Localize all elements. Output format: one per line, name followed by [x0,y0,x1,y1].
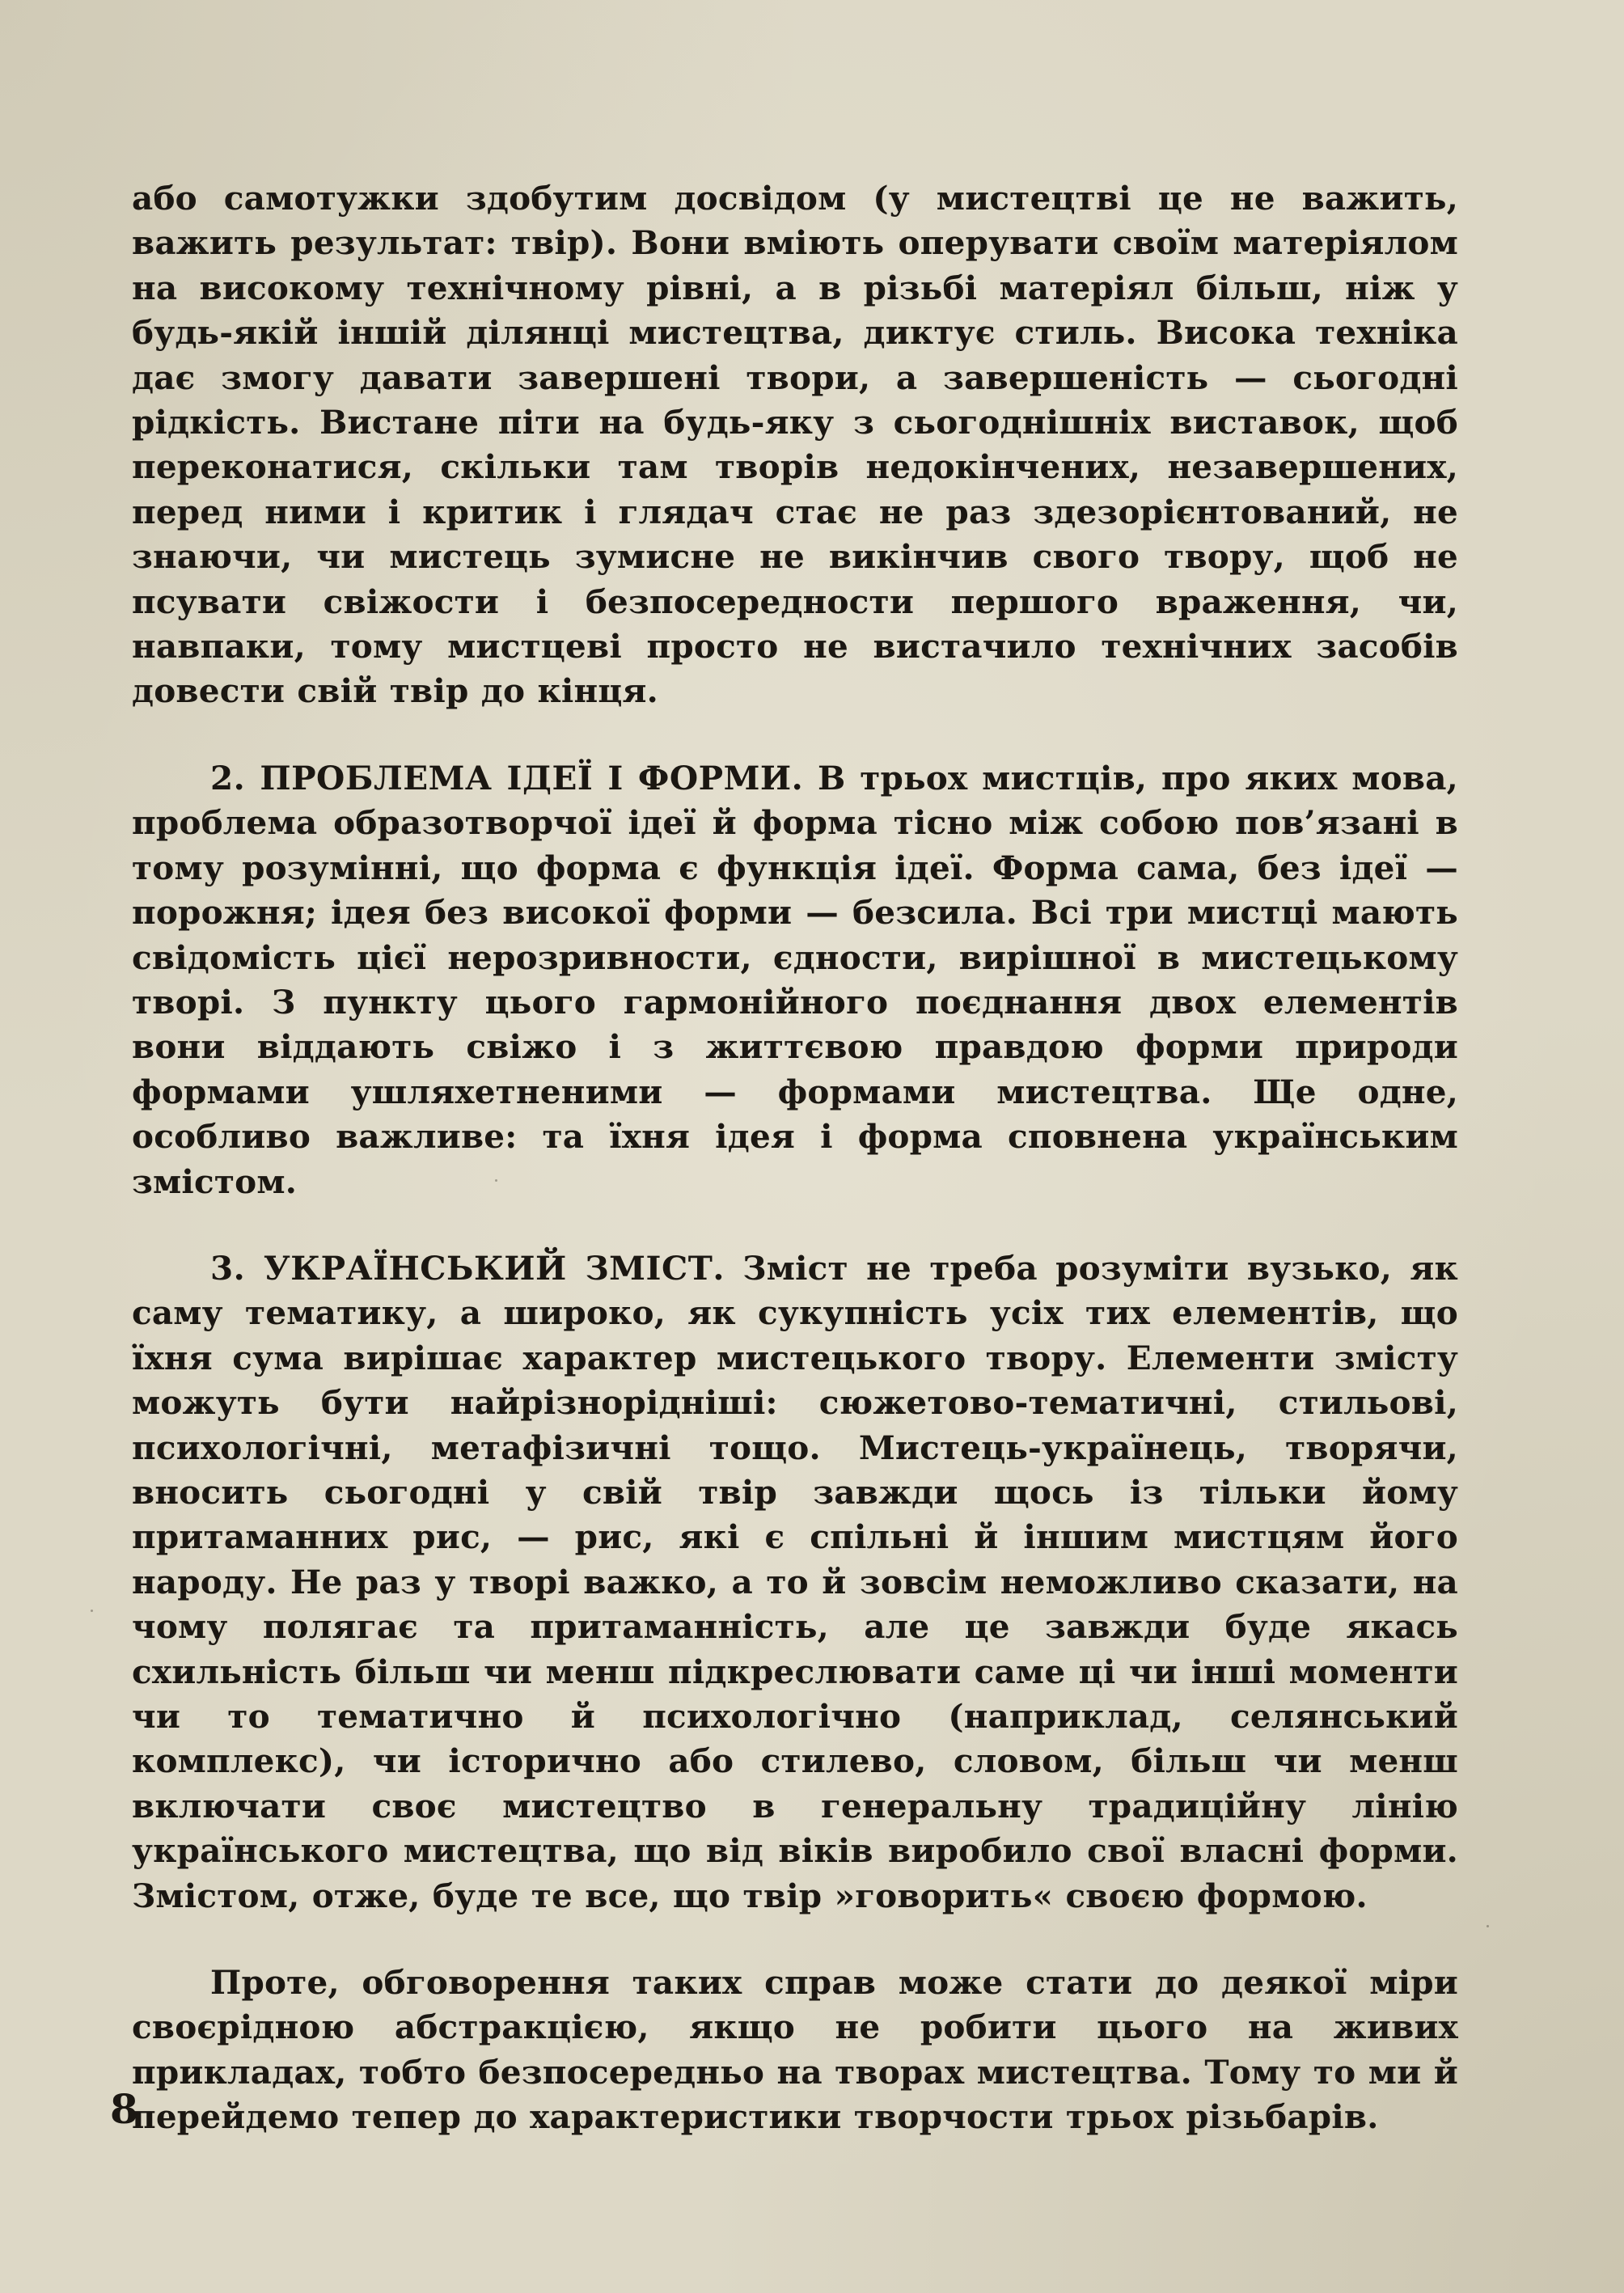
paragraph-spacer [132,714,1458,756]
paragraph-text: Зміст не треба розуміти вузько, як саму тематику, а широко, як сукупність усіх тих елементів, що їхня сума вирішає характер мистецького твору. Елементи змісту можуть бути найрізнорідніші: сюжетово-тематичні, стильові, психологічні, метафізичні тощо. Мистець-українець, творячи, вносить сьогодні у свій твір завжди щось із тільки йому притаманних рис, — рис, які є спільні й іншим мистцям його народу. Не раз у творі важко, а то й зовсім неможливо сказати, на чому полягає та притаманність, але це завжди буде якась схильність більш чи менш підкреслювати саме ці чи інші моменти чи то тематично й психологічно (наприклад, селянський комплекс), чи історично або стилево, словом, більш чи менш включати своє мистецтво в генеральну традиційну лінію українського мистецтва, що від віків виробило свої власні форми. Змістом, отже, буде те все, що твір »говорить« своєю формою. [132,1248,1458,1915]
paper-speck [809,1998,811,2000]
paragraph-text: В трьох мистців, про яких мова, проблема образотворчої ідеї й форма тісно між собою пов’язані в тому розумінні, що форма є функція ідеї. Форма сама, без ідеї — порожня; ідея без високої форми — безсила. Всі три мистці мають свідомість цієї нерозривности, єдности, вирішної в мистецькому творі. З пункту цього гармонійного поєднання двох елементів вони віддають свіжо і з життєвою правдою форми природи формами ушляхетненими — формами мистецтва. Ще одне, особливо важливе: та їхня ідея і форма сповнена українським змістом. [132,758,1458,1201]
paper-speck [1487,1925,1489,1927]
paper-speck [91,1610,93,1612]
paragraph-idea-and-form [132,756,1458,1204]
paragraph-conclusion [132,1961,1458,2140]
section-heading: 2. ПРОБЛЕМА ІДЕЇ І ФОРМИ. [210,758,804,797]
paragraph-text: Проте, обговорення таких справ може стати до деякої міри своєрідною абстракцією, якщо не робити цього на живих прикладах, тобто безпосередньо на творах мистецтва. Тому то ми й перейдемо тепер до характеристики творчости трьох різьбарів. [132,1963,1458,2137]
paragraph-continuation [132,176,1458,714]
paragraph-text: або самотужки здобутим досвідом (у мистецтві це не важить, важить результат: твір). Вони вміють оперувати своїм матеріялом на високому технічному рівні, а в різьбі матеріял більш, ніж у будь-якій іншій ділянці мистецтва, диктує стиль. Висока техніка дає змогу давати завершені твори, а завершеність — сьогодні рідкість. Вистане піти на будь-яку з сьогоднішніх виставок, щоб переконатися, скільки там творів недокінчених, незавершених, перед ними і критик і глядач стає не раз здезорієнтований, не знаючи, чи мистець зумисне не викінчив свого твору, щоб не псувати свіжости і безпосередности першого враження, чи, навпаки, тому мистцеві просто не вистачило технічних засобів довести свій твір до кінця. [132,179,1458,711]
body-text [132,176,1458,2140]
section-heading: 3. УКРАЇНСЬКИЙ ЗМІСТ. [210,1248,725,1288]
paragraph-spacer [132,1204,1458,1246]
page-number: 8 [110,2085,138,2133]
paper-speck [495,1179,497,1182]
paragraph-ukrainian-content [132,1246,1458,1919]
paragraph-spacer [132,1919,1458,1961]
